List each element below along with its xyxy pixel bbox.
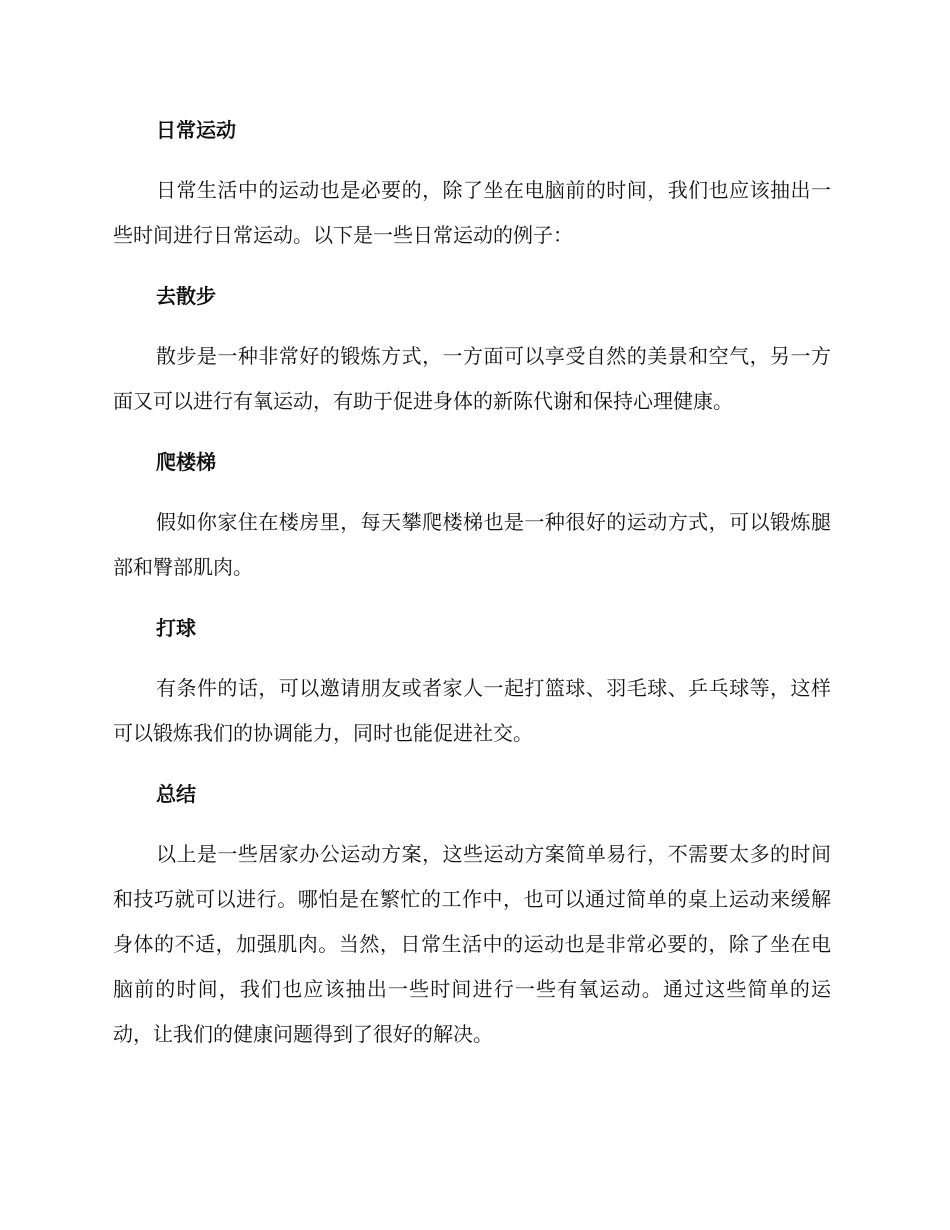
- section-heading-ball-games: 打球: [156, 616, 196, 640]
- section-body-ball-games: 有条件的话，可以邀请朋友或者家人一起打篮球、羽毛球、乒乓球等，这样可以锻炼我们的协调能力，同时也能促进社交。: [113, 676, 831, 745]
- document-content: [113, 108, 831, 1073]
- section-heading-walking: 去散步: [156, 284, 216, 308]
- section-heading-daily-exercise: 日常运动: [156, 118, 236, 142]
- section-heading-summary: 总结: [156, 782, 196, 806]
- section-body-stairs: 假如你家住在楼房里，每天攀爬楼梯也是一种很好的运动方式，可以锻炼腿部和臀部肌肉。: [113, 510, 831, 579]
- section-body-walking: 散步是一种非常好的锻炼方式，一方面可以享受自然的美景和空气，另一方面又可以进行有氧运动，有助于促进身体的新陈代谢和保持心理健康。: [113, 344, 831, 413]
- section-heading-stairs: 爬楼梯: [156, 450, 216, 474]
- section-body-summary: 以上是一些居家办公运动方案，这些运动方案简单易行，不需要太多的时间和技巧就可以进行。哪怕是在繁忙的工作中，也可以通过简单的桌上运动来缓解身体的不适，加强肌肉。当然，日常生活中的运动也是非常必要的，除了坐在电脑前的时间，我们也应该抽出一些时间进行一些有氧运动。通过这些简单的运动，让我们的健康问题得到了很好的解决。: [113, 842, 831, 1046]
- section-body-daily-exercise: 日常生活中的运动也是必要的，除了坐在电脑前的时间，我们也应该抽出一些时间进行日常运动。以下是一些日常运动的例子：: [113, 178, 831, 247]
